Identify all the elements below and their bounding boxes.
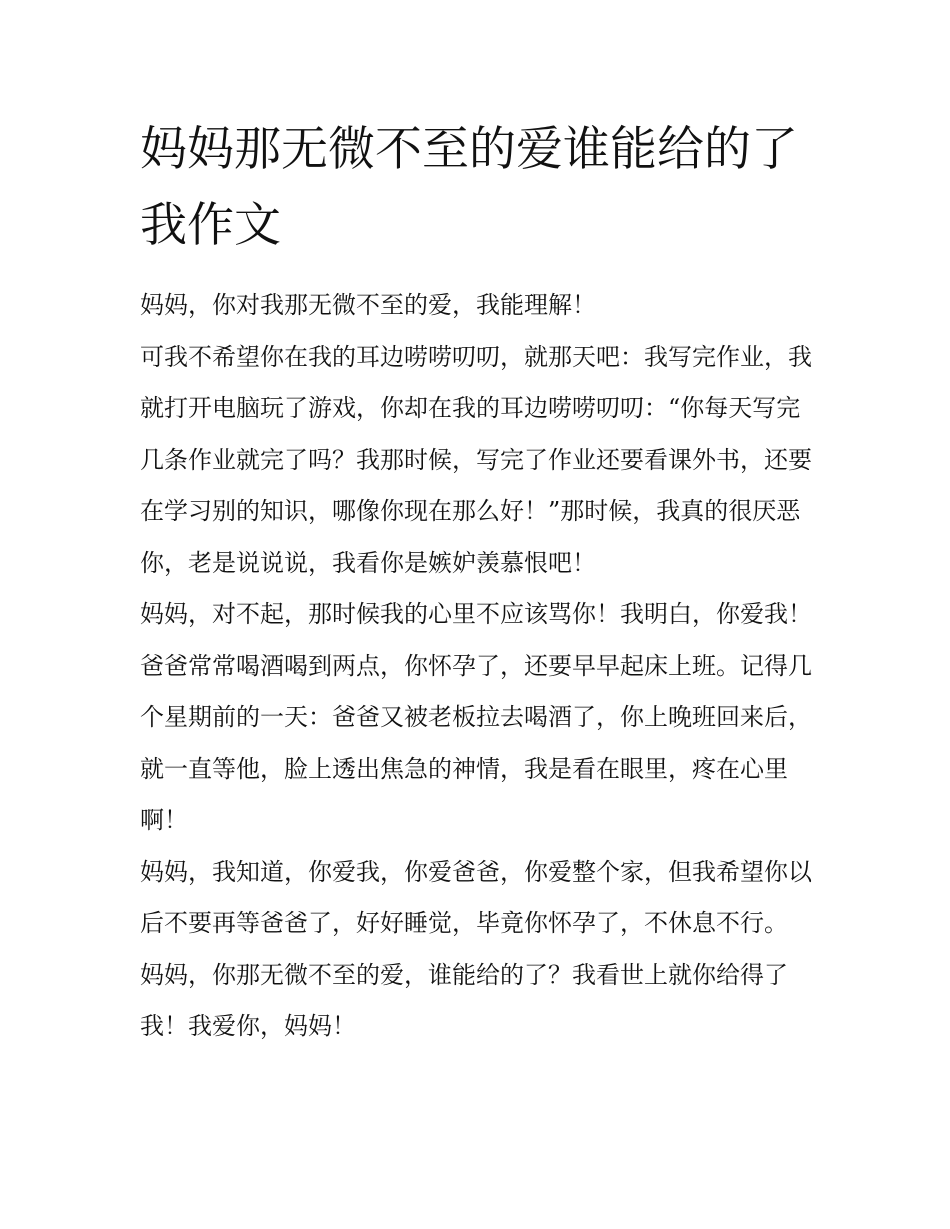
- paragraph-4: 妈妈，我知道，你爱我，你爱爸爸，你爱整个家，但我希望你以后不要再等爸爸了，好好睡觉，毕竟你怀孕了，不休息不行。: [140, 857, 812, 937]
- document-body: [140, 280, 820, 1053]
- paragraph-3: 妈妈，对不起，那时候我的心里不应该骂你！我明白，你爱我！爸爸常常喝酒喝到两点，你怀孕了，还要早早起床上班。记得几个星期前的一天：爸爸又被老板拉去喝酒了，你上晚班回来后，就一直等他，脸上透出焦急的神情，我是看在眼里，疼在心里啊！: [140, 600, 812, 834]
- paragraph-1: 妈妈，你对我那无微不至的爱，我能理解！: [140, 291, 596, 319]
- document-title: 妈妈那无微不至的爱谁能给的了我作文: [140, 122, 798, 253]
- paragraph-2: 可我不希望你在我的耳边唠唠叨叨，就那天吧：我写完作业，我就打开电脑玩了游戏，你却在我的耳边唠唠叨叨：“你每天写完几条作业就完了吗？我那时候，写完了作业还要看课外书，还要在学习别的知识，哪像你现在那么好！”那时候，我真的很厌恶你，老是说说说，我看你是嫉妒羡慕恨吧！: [140, 342, 812, 577]
- paragraph-5: 妈妈，你那无微不至的爱，谁能给的了？我看世上就你给得了我！我爱你，妈妈！: [140, 960, 788, 1040]
